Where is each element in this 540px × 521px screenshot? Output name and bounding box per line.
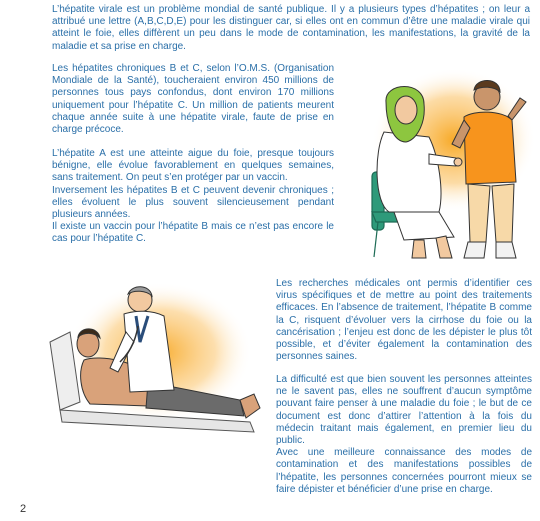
doctor-exam-illustration	[40, 282, 272, 472]
prevalence-paragraph: Les hépatites chroniques B et C, selon l’O.M.S. (Organisation Mondiale de la Santé), toucheraient environ 450 millions de personnes tous pays confondus, dont environ 170 millions uniquement pour l’hépatite C. Un million de patients meurent chaque année suite à une hépatite virale, faute de prise en charge précoce.	[52, 63, 334, 136]
vaccine-paragraph: Il existe un vaccin pour l’hépatite B mais ce n’est pas encore le cas pour l’hépatite C.	[52, 221, 334, 245]
hepatitis-types-section	[52, 148, 334, 246]
intro-paragraph: L’hépatite virale est un problème mondial de santé publique. Il y a plusieurs types d’hépatites ; on leur a attribué une lettre (A,B,C,D,E) pour les distinguer car, si elles ont en commun d’être une maladie virale qui atteint le foie, elles diffèrent un peu dans le mode de contamination, les manifestations, la gravité de la maladie et sa prise en charge.	[52, 4, 530, 52]
research-paragraph: Les recherches médicales ont permis d’identifier ces virus spécifiques et de mettre au point des traitements efficaces. En l’absence de traitement, l’hépatite B comme la C, risquent d’évoluer vers la cirrhose du foie ou la cancérisation ; l’enjeu est donc de les dépister le plus tôt possible, et d’éviter également la contamination des personnes saines.	[276, 278, 532, 363]
chronic-paragraph: Inversement les hépatites B et C peuvent devenir chroniques ; elles évoluent le plus souvent silencieusement pendant plusieurs années.	[52, 184, 334, 221]
screening-section	[276, 374, 532, 496]
difficulty-paragraph: La difficulté est que bien souvent les personnes atteintes ne le savent pas, elles ne souffrent d’aucun symptôme pouvant faire penser à une maladie du foie ; le but de ce document est donc d’attirer l’attention à la fois du médecin traitant mais également, en premier lieu du public.	[276, 374, 532, 447]
nurse-vaccination-illustration	[344, 62, 534, 262]
awareness-paragraph: Avec une meilleure connaissance des modes de contamination et des manifestations possibles de l’hépatite, les personnes concernées pourront mieux se faire dépister et bénéficier d’une prise en charge.	[276, 447, 532, 495]
page-number: 2	[20, 503, 27, 515]
hepatitis-a-paragraph: L’hépatite A est une atteinte aigue du foie, presque toujours bénigne, elle évolue favorablement en quelques semaines, sans traitement. On peut s’en protéger par un vaccin.	[52, 148, 334, 184]
